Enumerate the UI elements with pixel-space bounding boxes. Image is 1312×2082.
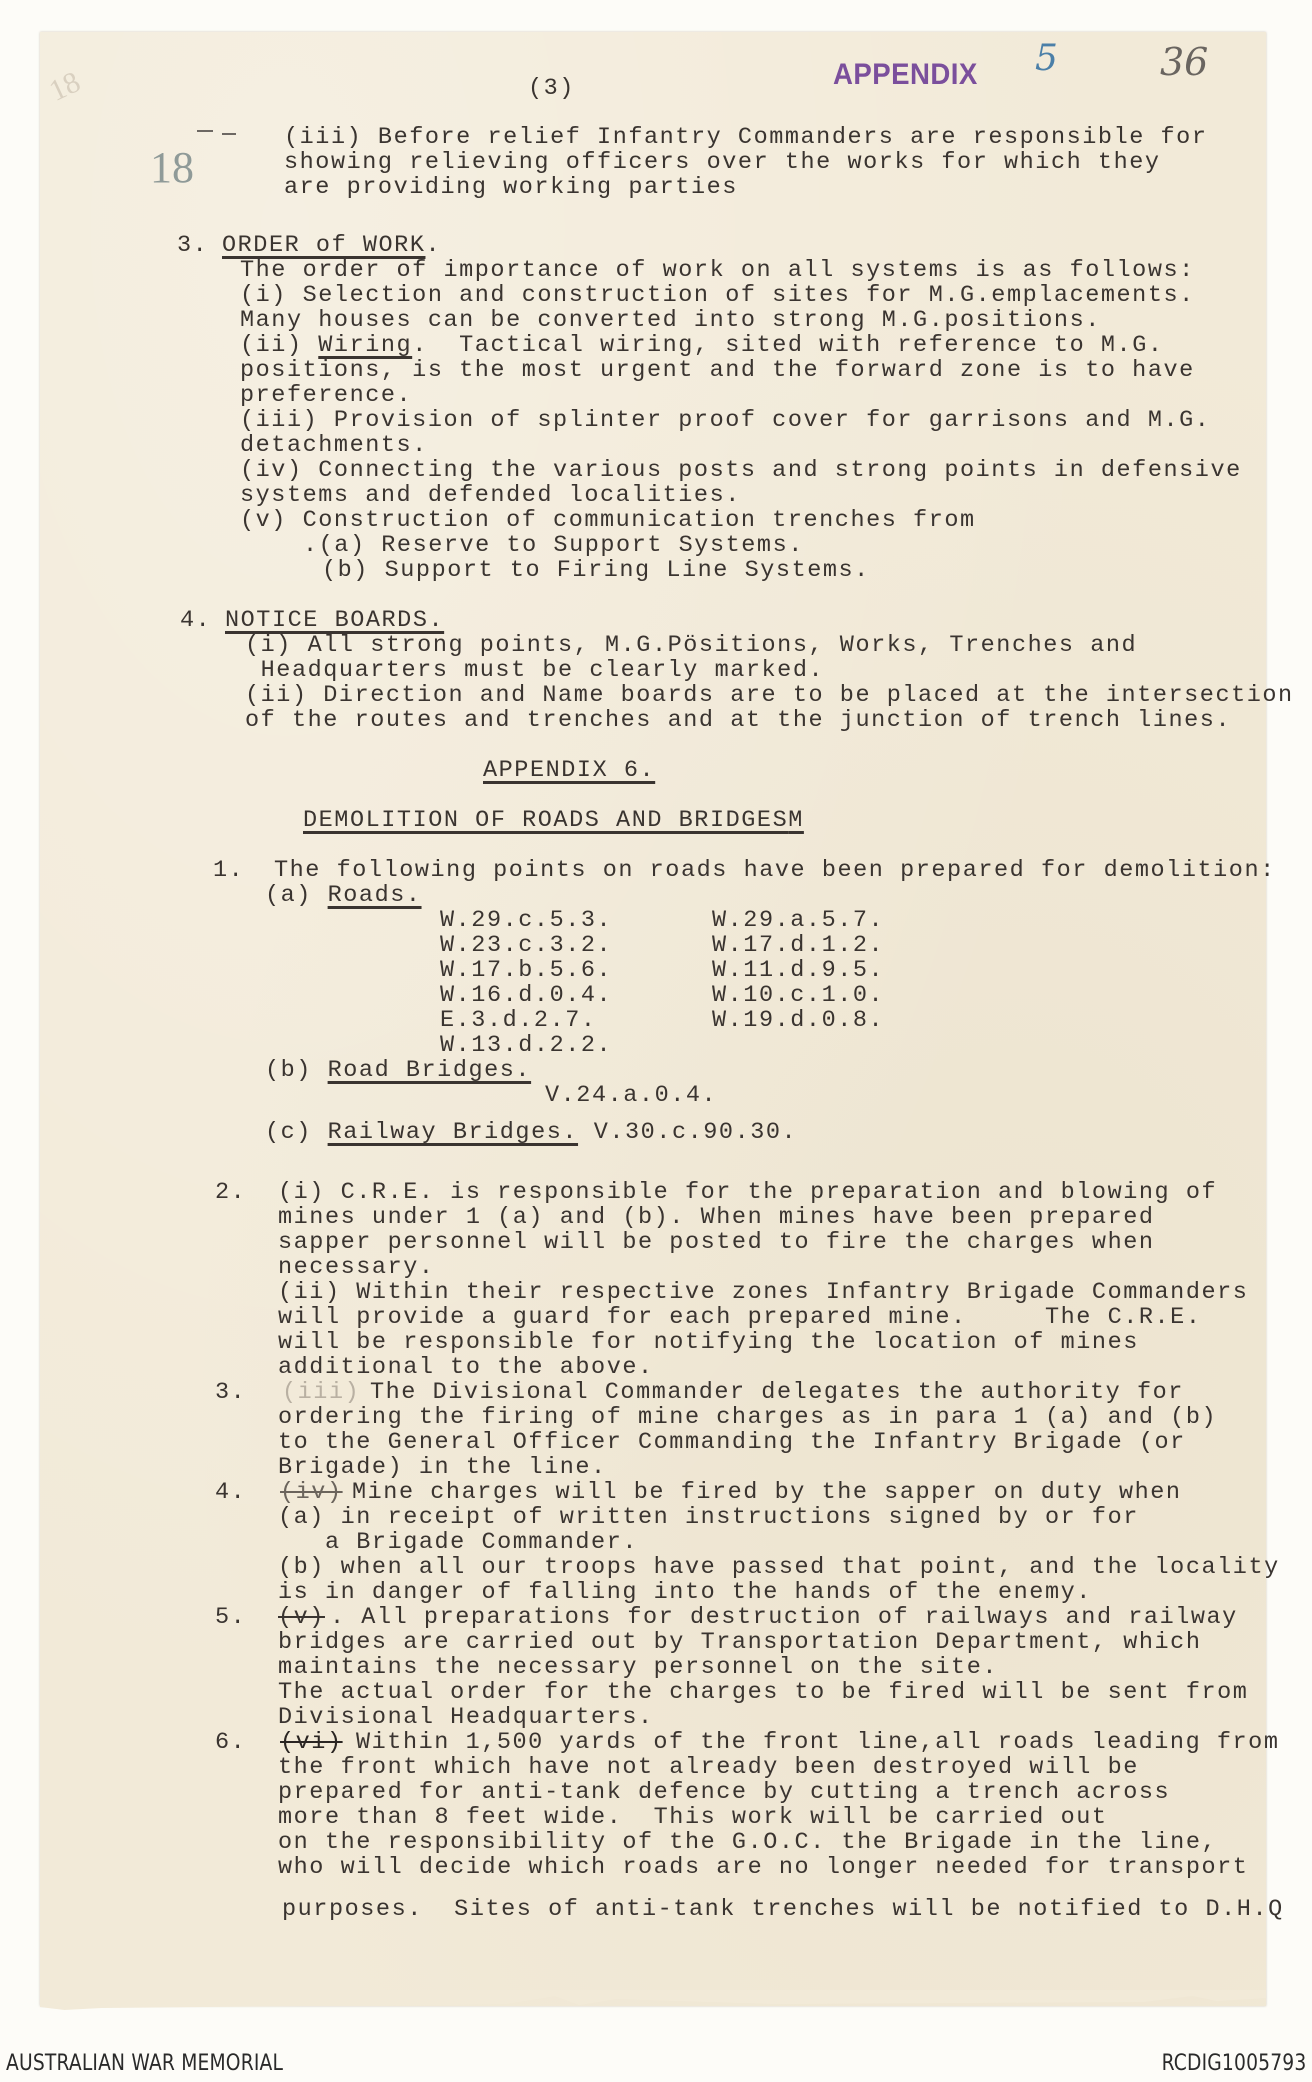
road-point: W.16.d.0.4.	[440, 982, 613, 1009]
para-2-line: necessary.	[278, 1254, 435, 1281]
para-2-line: (i) C.R.E. is responsible for the preparation and blowing of	[278, 1179, 1218, 1206]
roads-prefix: (a)	[265, 882, 328, 909]
para-2-number: 2.	[215, 1179, 247, 1206]
para-5-line: . All preparations for destruction of railways and railway	[330, 1604, 1238, 1631]
section-3-line: detachments.	[240, 432, 428, 459]
para-2-line: will provide a guard for each prepared mine. The C.R.E.	[278, 1304, 1202, 1331]
road-point: E.3.d.2.7.	[440, 1007, 597, 1034]
appendix-6-subtitle-text	[303, 807, 804, 834]
para-6-line: purposes. Sites of anti-tank trenches will be notified to D.H.Q	[282, 1896, 1284, 1923]
appendix-6-subtitle	[303, 808, 804, 833]
archive-reference-id: RCDIG1005793	[1161, 2051, 1306, 2076]
para-3-line: Brigade) in the line.	[278, 1454, 607, 1481]
section-4-number: 4.	[180, 607, 212, 634]
para-2-line: will be responsible for notifying the location of mines	[278, 1329, 1139, 1356]
section-3-line: positions, is the most urgent and the forward zone is to have	[240, 357, 1195, 384]
para-2-line: sapper personnel will be posted to fire the charges when	[278, 1229, 1155, 1256]
section-3-sub-a: .(a) Reserve to Support Systems.	[303, 532, 804, 559]
appendix-stamp: APPENDIX	[833, 58, 978, 91]
section-3-number: 3.	[177, 232, 209, 259]
para-5-line: Divisional Headquarters.	[278, 1704, 654, 1731]
appendix-6-title	[483, 758, 655, 783]
section-4-line: Headquarters must be clearly marked.	[245, 657, 825, 684]
page-number: (3)	[528, 75, 575, 102]
para-5-number: 5.	[215, 1604, 247, 1631]
archive-credit: AUSTRALIAN WAR MEMORIAL	[6, 2051, 284, 2076]
para-3-line: to the General Officer Commanding the Infantry Brigade (or	[278, 1429, 1186, 1456]
para-6-line: who will decide which roads are no longer needed for transport	[278, 1854, 1249, 1881]
railway-bridges-prefix: (c)	[265, 1119, 328, 1146]
handwritten-folio-number: 36	[1160, 40, 1209, 84]
section-3-line: The order of importance of work on all systems is as follows:	[240, 257, 1195, 284]
road-point: W.13.d.2.2.	[440, 1032, 613, 1059]
roads-heading	[265, 883, 422, 908]
subtitle-main: DEMOLITION OF ROADS AND BRIDGES	[303, 807, 789, 834]
section-3-heading-suffix: .	[425, 232, 442, 259]
section-3-line: (v) Construction of communication trenches from	[240, 507, 976, 534]
para-6-line: on the responsibility of the G.O.C. the Brigade in the line,	[278, 1829, 1218, 1856]
road-point: W.29.c.5.3.	[440, 907, 613, 934]
para-6-line: the front which have not already been destroyed will be	[278, 1754, 1139, 1781]
wiring-prefix: (ii)	[240, 332, 319, 359]
intro-line: are providing working parties	[284, 174, 738, 201]
section-3-heading-row	[222, 233, 441, 258]
para-5-line: bridges are carried out by Transportation Department, which	[278, 1629, 1202, 1656]
para-2-line: mines under 1 (a) and (b). When mines have been prepared	[278, 1204, 1155, 1231]
section-4-heading-text: NOTICE BOARDS.	[225, 607, 445, 634]
pencil-folio-number: 18	[150, 143, 194, 192]
para-4-line: a Brigade Commander.	[278, 1529, 639, 1556]
para-3-line: ordering the firing of mine charges as in para 1 (a) and (b)	[278, 1404, 1218, 1431]
para-4-number: 4.	[215, 1479, 247, 1506]
para-4-line: (a) in receipt of written instructions signed by or for	[278, 1504, 1139, 1531]
section-3-line: preference.	[240, 382, 413, 409]
section-3-line: systems and defended localities.	[240, 482, 741, 509]
railway-bridges-line	[265, 1120, 797, 1145]
road-point: W.29.a.5.7.	[712, 907, 885, 934]
para-4-line: (b) when all our troops have passed that point, and the locality	[278, 1554, 1280, 1581]
para-6-line: prepared for anti-tank defence by cutting a trench across	[278, 1779, 1171, 1806]
road-point: W.23.c.3.2.	[440, 932, 613, 959]
road-point: W.19.d.0.8.	[712, 1007, 885, 1034]
road-bridges-heading	[265, 1058, 531, 1083]
road-bridge-point: V.24.a.0.4.	[545, 1082, 718, 1109]
para-1-number: 1.	[213, 857, 245, 884]
road-point: W.10.c.1.0.	[712, 982, 885, 1009]
subtitle-stray-mark: M	[788, 807, 804, 834]
para-2-line: additional to the above.	[278, 1354, 654, 1381]
para-5-line: The actual order for the charges to be fired will be sent from	[278, 1679, 1249, 1706]
para-2-line: (ii) Within their respective zones Infantry Brigade Commanders	[278, 1279, 1249, 1306]
pencil-dash-mark	[222, 133, 236, 135]
para-3-erased-numeral: (iii)	[282, 1379, 361, 1406]
railway-bridge-point: V.30.c.90.30.	[578, 1119, 798, 1146]
section-3-wiring-line	[240, 333, 1164, 358]
para-4-line: is in danger of falling into the hands of the enemy.	[278, 1579, 1092, 1606]
para-5-struck-numeral: (v)	[278, 1604, 325, 1631]
para-1-text: The following points on roads have been prepared for demolition:	[274, 857, 1276, 884]
para-6-line: more than 8 feet wide. This work will be carried out	[278, 1804, 1108, 1831]
section-3-line: Many houses can be converted into strong M.G.positions.	[240, 307, 1101, 334]
para-4-line: Mine charges will be fired by the sapper on duty when	[352, 1479, 1182, 1506]
roads-label: Roads.	[327, 882, 422, 909]
para-3-number: 3.	[215, 1379, 247, 1406]
section-3-line: (iv) Connecting the various posts and strong points in defensive	[240, 457, 1242, 484]
faint-corner-number: 18	[44, 65, 86, 108]
section-3-line: (iii) Provision of splinter proof cover for garrisons and M.G.	[240, 407, 1211, 434]
para-6-struck-numeral: (vi)	[280, 1729, 343, 1756]
road-point: W.11.d.9.5.	[712, 957, 885, 984]
appendix-6-title-text: APPENDIX 6.	[483, 757, 656, 784]
para-3-line: The Divisional Commander delegates the authority for	[370, 1379, 1184, 1406]
para-6-number: 6.	[215, 1729, 247, 1756]
road-bridges-prefix: (b)	[265, 1057, 328, 1084]
para-5-line: maintains the necessary personnel on the site.	[278, 1654, 999, 1681]
section-3-heading: ORDER of WORK	[222, 232, 426, 259]
wiring-rest: . Tactical wiring, sited with reference to M.G.	[412, 332, 1164, 359]
section-4-line: (ii) Direction and Name boards are to be placed at the intersection	[245, 682, 1294, 709]
handwritten-appendix-number: 5	[1035, 38, 1058, 79]
section-4-line: (i) All strong points, M.G.Pösitions, Works, Trenches and	[245, 632, 1138, 659]
intro-line: showing relieving officers over the works for which they	[284, 149, 1161, 176]
section-3-sub-b: (b) Support to Firing Line Systems.	[322, 557, 870, 584]
section-3-line: (i) Selection and construction of sites for M.G.emplacements.	[240, 282, 1195, 309]
section-4-line: of the routes and trenches and at the junction of trench lines.	[245, 707, 1232, 734]
pencil-dash-mark	[197, 130, 213, 132]
wiring-label: Wiring	[318, 332, 413, 359]
road-bridges-label: Road Bridges.	[327, 1057, 532, 1084]
road-point: W.17.d.1.2.	[712, 932, 885, 959]
para-6-line: Within 1,500 yards of the front line,all roads leading from	[356, 1729, 1280, 1756]
road-point: W.17.b.5.6.	[440, 957, 613, 984]
intro-line: (iii) Before relief Infantry Commanders are responsible for	[284, 124, 1208, 151]
section-4-heading	[225, 608, 444, 633]
para-4-struck-numeral: (iv)	[280, 1479, 343, 1506]
paper-torn-edge	[40, 1990, 1266, 2010]
railway-bridges-label: Railway Bridges.	[327, 1119, 579, 1146]
